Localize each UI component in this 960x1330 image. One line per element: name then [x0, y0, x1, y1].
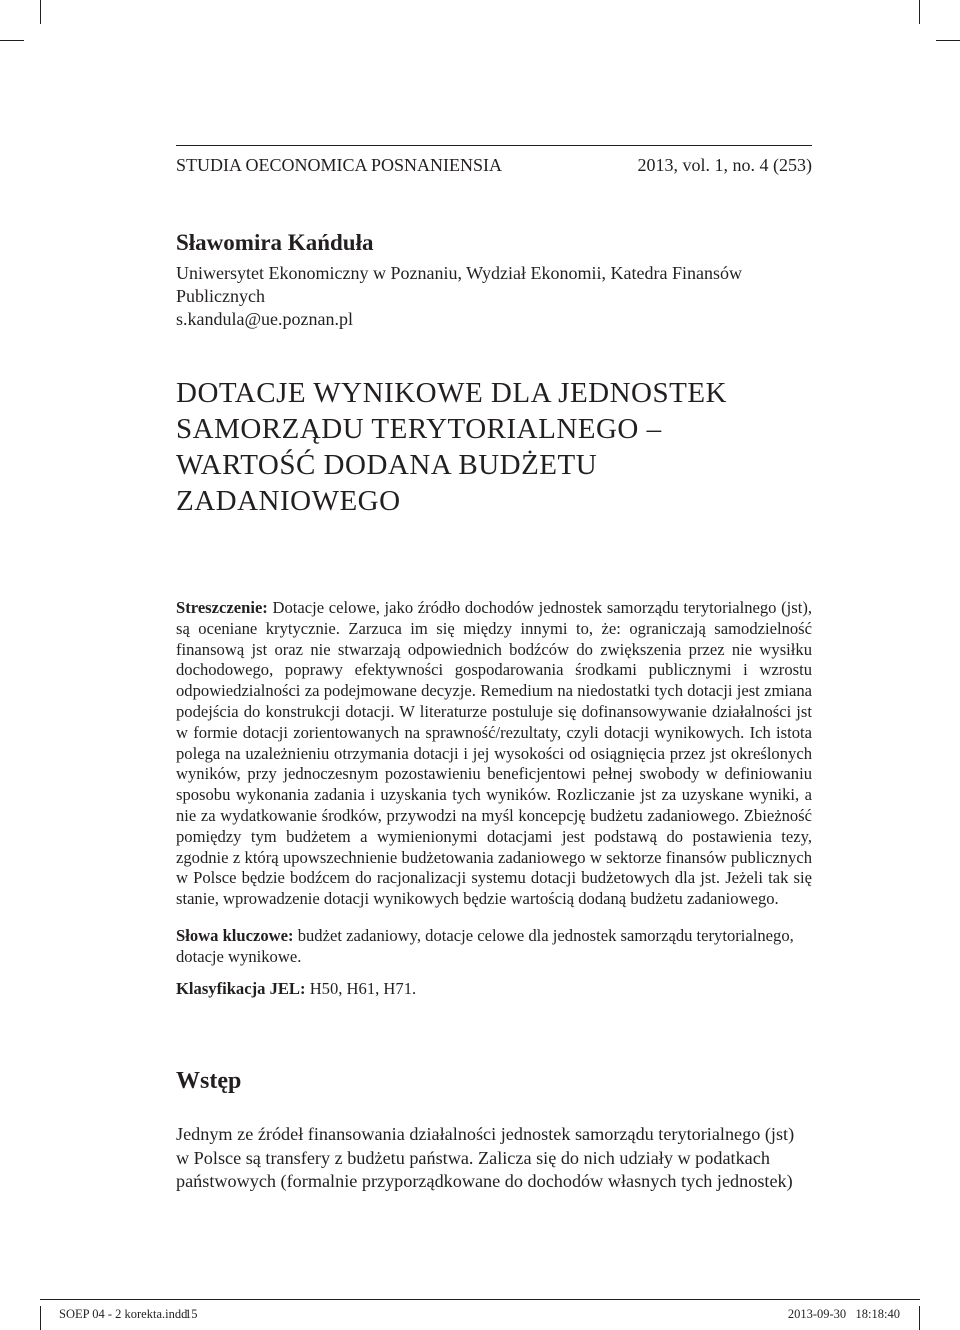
keywords: [176, 925, 812, 967]
title-line: WARTOŚĆ DODANA BUDŻETU: [176, 449, 598, 481]
abstract-text: Dotacje celowe, jako źródło dochodów jednostek samorządu terytorialnego (jst), są oceniane krytycznie. Zarzuca im się między innymi to, że: ograniczają samodzielność finansową jst oraz nie stwarzają odpowiednich bodźców do zwiększenia przez nie wysiłku dochodowego, poprawy efektywności gospodarowania środkami publicznymi i wzrostu odpowiedzialności za podejmowane decyzje. Remedium na niedostatki tych dotacji jest zmiana podejścia do konstrukcji dotacji. W literaturze postuluje się dofinansowywanie działalności jst w formie dotacji zorientowanych na sprawność/rezultaty, czyli dotacji wynikowych. Ich istota polega na uzależnieniu otrzymania dotacji i jej wysokości od osiągnięcia przez jst określonych wyników, przy jednoczesnym pozostawieniu beneficjentowi pełnej swobody w definiowaniu sposobu wykonania zadania i uzyskania tych wyników. Rozliczanie jst za uzyskane wyniki, a nie za wydatkowanie środków, przywodzi na myśl koncepcję budżetu zadaniowego. Zbieżność pomiędzy tym budżetem a wymienionymi dotacjami jest podstawą do postawienia tezy, zgodnie z którą upowszechnienie budżetowania zadaniowego w sektorze finansów publicznych w Polsce będzie bodźcem do racjonalizacji systemu dotacji budżetowych dla jst. Jeżeli tak się stanie, wprowadzenie dotacji wynikowych będzie wartością dodaną budżetu zadaniowego.: [176, 598, 812, 909]
header-rule: [176, 145, 812, 146]
jel-label: Klasyfikacja JEL:: [176, 979, 306, 998]
article-title: [176, 375, 816, 519]
author-name: Sławomira Kańduła: [176, 230, 374, 255]
keywords-label: Słowa kluczowe:: [176, 926, 294, 945]
abstract: [176, 598, 812, 910]
author-affiliation: Uniwersytet Ekonomiczny w Poznaniu, Wydział Ekonomii, Katedra Finansów Publicznych: [176, 263, 742, 306]
jel-codes: H50, H61, H71.: [309, 979, 417, 998]
body-line: w Polsce są transfery z budżetu państwa. Zalicza się do nich udziały w podatkach: [176, 1147, 770, 1168]
crop-mark: [40, 0, 41, 24]
keywords-text: budżet zadaniowy, dotacje celowe dla jednostek samorządu terytorialnego, dotacje wynikowe.: [176, 926, 794, 966]
body-line: Jednym ze źródeł finansowania działalności jednostek samorządu terytorialnego (jst): [176, 1124, 795, 1144]
intro-paragraph: [176, 1123, 816, 1194]
journal-name: STUDIA OECONOMICA POSNANIENSIA: [176, 155, 503, 175]
crop-mark: [936, 40, 960, 41]
footer-datetime: 2013-09-30 18:18:40: [787, 1307, 900, 1321]
crop-mark: [919, 0, 920, 24]
running-header: [176, 155, 812, 177]
footer-filename: SOEP 04 - 2 korekta.indd: [59, 1307, 188, 1321]
jel-classification: [176, 979, 416, 999]
issue-info: 2013, vol. 1, no. 4 (253): [637, 155, 812, 175]
crop-mark: [0, 40, 24, 41]
abstract-label: Streszczenie:: [176, 598, 268, 617]
title-line: DOTACJE WYNIKOWE DLA JEDNOSTEK: [176, 377, 728, 409]
crop-mark: [919, 1306, 920, 1330]
footer-page-number: 15: [185, 1307, 198, 1321]
section-heading: Wstęp: [176, 1068, 242, 1094]
title-line: ZADANIOWEGO: [176, 485, 401, 517]
title-line: SAMORZĄDU TERYTORIALNEGO –: [176, 413, 662, 445]
footer-timestamp: [788, 1307, 900, 1322]
author-email[interactable]: s.kandula@ue.poznan.pl: [176, 309, 354, 329]
footer-rule: [40, 1299, 920, 1300]
body-line: państwowych (formalnie przyporządkowane do dochodów własnych tych jednostek): [176, 1171, 793, 1191]
crop-mark: [40, 1306, 41, 1330]
